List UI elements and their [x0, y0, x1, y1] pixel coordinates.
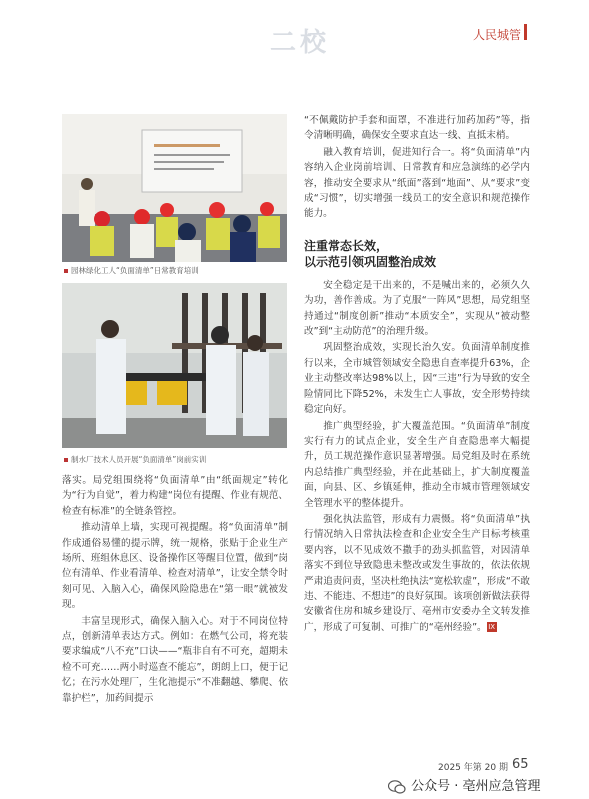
section-bar — [524, 24, 527, 40]
wechat-account-name: 公众号 · 亳州应急管理 — [411, 779, 541, 794]
left-paragraph-3: 丰富呈现形式，确保入脑入心。对于不同岗位特点，创新清单表达方式。例如：在燃气公司，将充装要求编成“八不充”口诀——“瓶非自有不可充，超期未检不可充……两小时巡查不能忘”，朗朗上口，便于记忆；在污水处理厂，生化池提示“不准翻越、攀爬、依靠护栏”，加药间提示 — [62, 615, 288, 704]
right-paragraph-2: 融入教育培训，促进知行合一。将“负面清单”内容纳入企业岗前培训、日常教育和应急演练的必学内容，推动安全要求从“纸面”落到“地面”、从“要求”变成“习惯”，切实增强一线员工的安全意识和规范操作能力。 — [304, 146, 530, 220]
right-paragraph-6: 强化执法监管，形成有力震慑。将“负面清单”执行情况纳入日常执法检查和企业安全生产目标考核重要内容，以不见成效不撒手的劲头抓监管，对因清单落实不到位导致隐患未整改或发生事故的，依法依规严肃追责问责，坚决杜绝执法“宽松软虚”，形成“不敢违、不能违、不想违”的良好氛围。该项创新做法获得安徽省住房和城乡建设厅、亳州市安委办全文转发推广，形成了可复制、可推广的“亳州经验”。 — [304, 513, 530, 633]
section-heading-line-1: 注重常态长效， — [304, 238, 389, 253]
left-paragraph-1: 落实。局党组围绕将“负面清单”由“纸面规定”转化为“行为自觉”，着力构建“岗位有提醒、作业有规范、检查有标准”的全链条管控。 — [62, 475, 288, 517]
right-paragraph-1: “不佩戴防护手套和面罩，不准进行加药加药”等，指令清晰明确，确保安全要求直达一线、直抵末梢。 — [304, 115, 530, 142]
photo-water-plant — [62, 283, 287, 448]
right-paragraph-3: 安全稳定是干出来的，不是喊出来的，必须久久为功，善作善成。为了克服“一阵风”思想，局党组坚持通过“制度创新”推动“本质安全”，实现从“被动整改”到“主动防范”的治理升级。 — [304, 279, 530, 338]
section-heading-line-2: 以示范引领巩固整治成效 — [304, 254, 437, 269]
wechat-watermark — [388, 775, 541, 794]
section-title: 人民城管 — [472, 28, 521, 42]
page-number: 65 — [512, 757, 529, 772]
photo-training — [62, 114, 287, 262]
right-paragraph-5: 推广典型经验，扩大覆盖范围。“负面清单”制度实行有力的试点企业，安全生产自查隐患率大幅提升，员工规范操作意识显著增强。局党组及时在系统内总结推广典型经验，并在此基础上，扩大制度覆盖面，向县、区、乡镇延伸，推动全市城市管理领域安全管理水平的整体提升。 — [304, 420, 530, 509]
photo-water-plant-caption: 制水厂技术人员开展“负面清单”岗前实训 — [64, 455, 288, 465]
left-column — [62, 473, 288, 706]
left-paragraph-2: 推动清单上墙，实现可视提醒。将“负面清单”制作成通俗易懂的提示牌，统一规格，张贴于企业生产场所、班组休息区、设备操作区等醒目位置，做到“岗位有清单、作业看清单、检查对清单”，让安全禁令时刻可见、入脑入心，确保风险隐患在“第一眼”就被发现。 — [62, 522, 288, 611]
right-column — [304, 113, 530, 635]
proof-watermark: 二校 — [270, 28, 331, 58]
end-mark-icon: IX — [488, 622, 496, 631]
issue-number: 2025 年第 20 期 — [438, 763, 508, 773]
wechat-icon — [388, 779, 406, 793]
photo-training-caption: 园林绿化工人“负面清单”日常教育培训 — [64, 266, 288, 276]
right-paragraph-4: 巩固整治成效，实现长治久安。负面清单制度推行以来，全市城管领域安全隐患自查率提升63%，企业主动整改率达98%以上，因“三违”行为导致的安全险情同比下降52%，未发生亡人事故，安全形势持续稳定向好。 — [304, 342, 530, 416]
